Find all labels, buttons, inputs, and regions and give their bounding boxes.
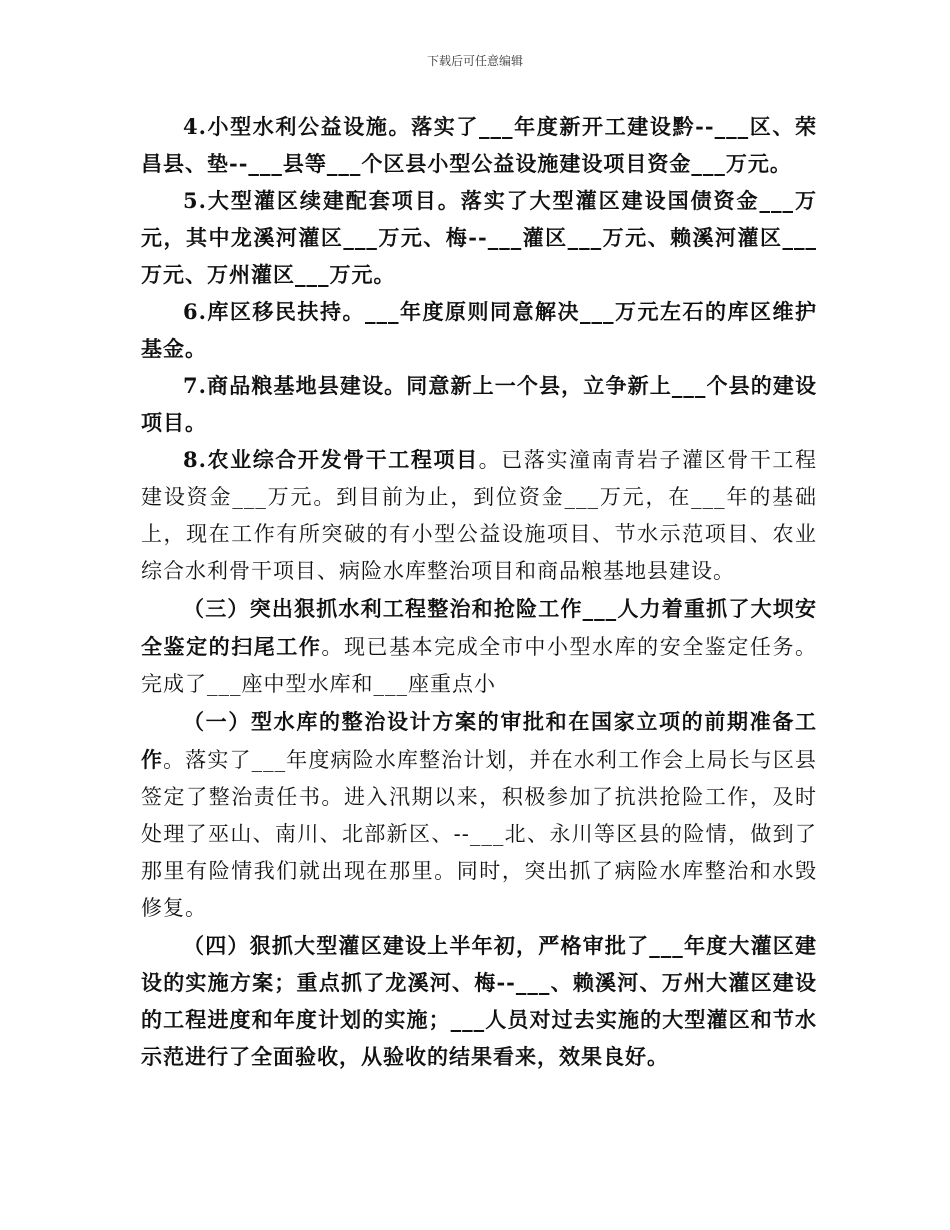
section-1-reservoir-design	[141, 703, 817, 927]
paragraph-text: 7.商品粮基地县建设。同意新上一个县，立争新上___个县的建设项目。	[141, 373, 817, 435]
section-3-remediation	[141, 590, 817, 703]
paragraph-text: 6.库区移民扶持。___年度原则同意解决___万元左石的库区维护基金。	[141, 299, 817, 361]
paragraph-7-grain-base	[141, 367, 817, 441]
paragraph-8-agricultural-development	[141, 441, 817, 590]
section-4-large-irrigation	[141, 927, 817, 1075]
paragraph-4-small-water-facilities	[141, 108, 817, 182]
paragraph-5-irrigation-project	[141, 182, 817, 293]
paragraph-text: 5.大型灌区续建配套项目。落实了大型灌区建设国债资金___万元，其中龙溪河灌区___万元、梅--___灌区___万元、赖溪河灌区___万元、万州灌区___万元。	[141, 188, 817, 287]
paragraph-text: 4.小型水利公益设施。落实了___年度新开工建设黔--___区、荣昌县、垫--___县等___个区县小型公益设施建设项目资金___万元。	[141, 114, 817, 176]
paragraph-lead: 8.农业综合开发骨干工程项目	[183, 447, 479, 472]
paragraph-lead: （三）突出狠抓水利工程整治和抢险工作___人力着重抓了大坝安全鉴定的扫尾工作	[141, 596, 817, 659]
page-header: 下载后可任意编辑	[426, 54, 523, 68]
paragraph-text: 。落实了___年度病险水库整治计划，并在水利工作会上局长与区县签定了整治责任书。进入汛期以来，积极参加了抗洪抢险工作，及时处理了巫山、南川、北部新区、--___北、永川等区县的险情，做到了那里有险情我们就出现在那里。同时，突出抓了病险水库整治和水毁修复。	[141, 748, 818, 920]
paragraph-text: 。已落实潼南青岩子灌区骨干工程建设资金___万元。到目前为止，到位资金___万元，在___年的基础上，现在工作有所突破的有小型公益设施项目、节水示范项目、农业综合水利骨干项目、病险水库整治项目和商品粮基地县建设。	[141, 448, 818, 583]
paragraph-text: 。现已基本完成全市中小型水库的安全鉴定任务。完成了___座中型水库和___座重点小	[141, 635, 818, 696]
paragraph-text: （四）狠抓大型灌区建设上半年初，严格审批了___年度大灌区建设的实施方案；重点抓了龙溪河、梅--___、赖溪河、万州大灌区建设的工程进度和年度计划的实施；___人员对过去实施的大型灌区和节水示范进行了全面验收，从验收的结果看来，效果良好。	[141, 933, 817, 1069]
document-body	[141, 108, 817, 1075]
paragraph-lead: （一）型水库的整治设计方案的审批和在国家立项的前期准备工作	[141, 709, 817, 772]
paragraph-6-reservoir-migrants	[141, 293, 817, 367]
